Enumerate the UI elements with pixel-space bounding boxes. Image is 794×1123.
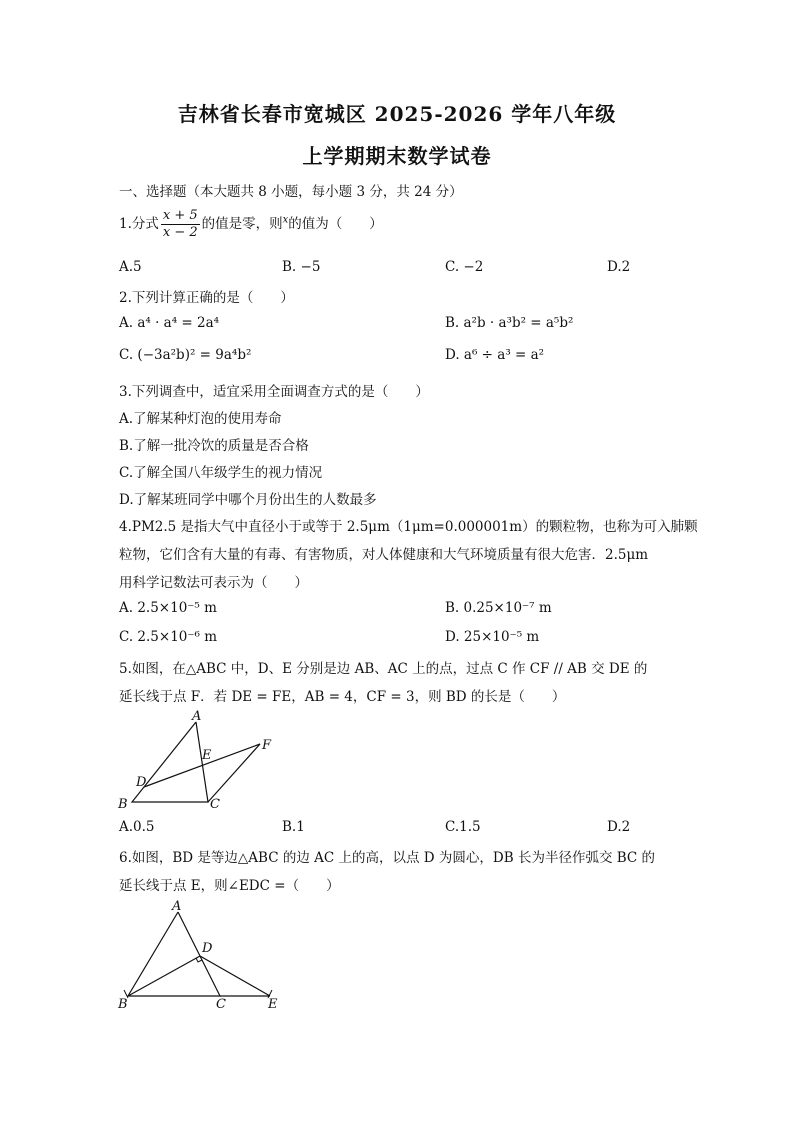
q5-label-a: A	[192, 709, 202, 724]
q5-label-b: B	[118, 797, 128, 812]
question-4-line3: 用科学记数法可表示为（ ）	[119, 575, 308, 591]
q5-label-c: C	[210, 797, 220, 812]
q5-option-a: A.0.5	[119, 819, 155, 835]
q1-option-a: A.5	[119, 259, 142, 275]
q1-fraction	[161, 208, 200, 241]
q6-label-d: D	[202, 941, 213, 956]
q1-option-c: C. −2	[445, 259, 484, 275]
q3-option-b: B.了解一批冷饮的质量是否合格	[119, 438, 309, 454]
q1-numerator: x + 5	[162, 208, 198, 223]
q1-denominator: x − 2	[162, 225, 198, 240]
q6-altitude-bd	[128, 956, 200, 996]
question-4-line2: 粒物，它们含有大量的有毒、有害物质，对人体健康和大气环境质量有很大危害．2.5μm	[119, 547, 649, 563]
q6-label-a: A	[172, 899, 182, 914]
q4-option-c: C. 2.5×10⁻⁶ m	[119, 629, 218, 645]
q5-label-e: E	[202, 748, 212, 763]
q3-option-c: C.了解全国八年级学生的视力情况	[119, 465, 323, 481]
q4-option-d: D. 25×10⁻⁵ m	[445, 629, 540, 645]
q3-option-d: D.了解某班同学中哪个月份出生的人数最多	[119, 492, 377, 508]
q1-var: x	[282, 214, 289, 226]
q5-option-b: B.1	[282, 819, 305, 835]
question-5-line2: 延长线于点 F．若 DE = FE，AB = 4，CF = 3，则 BD 的长是（ ）	[119, 689, 566, 705]
section-heading-choice: 一、选择题（本大题共 8 小题，每小题 3 分，共 24 分）	[119, 184, 463, 200]
q5-option-d: D.2	[607, 819, 631, 835]
question-6-line2: 延长线于点 E，则∠EDC =（ ）	[119, 878, 340, 894]
question-1-stem	[119, 208, 383, 241]
question-4-line1: 4.PM2.5 是指大气中直径小于或等于 2.5μm（1μm=0.000001m）的颗粒物，也称为可入肺颗	[119, 519, 698, 535]
q5-label-f: F	[262, 738, 272, 753]
q1-suffix-a: 的值是零，则	[201, 216, 283, 232]
q6-label-c: C	[216, 997, 226, 1012]
q5-figure	[112, 708, 282, 814]
question-5-line1: 5.如图，在△ABC 中，D、E 分别是边 AB、AC 上的点，过点 C 作 CF // AB 交 DE 的	[119, 661, 648, 677]
q6-figure	[112, 898, 292, 1016]
q1-option-b: B. −5	[282, 259, 321, 275]
question-3-stem: 3.下列调查中，适宜采用全面调查方式的是（ ）	[119, 384, 429, 400]
q5-option-c: C.1.5	[445, 819, 481, 835]
q6-label-b: B	[118, 997, 128, 1012]
q6-label-e: E	[268, 997, 278, 1012]
question-2-stem: 2.下列计算正确的是（ ）	[119, 290, 294, 306]
q1-suffix-b: 的值为（ ）	[288, 216, 383, 232]
q4-option-a: A. 2.5×10⁻⁵ m	[119, 600, 217, 616]
exam-title-line1: 吉林省长春市宽城区 2025-2026 学年八年级	[177, 102, 617, 126]
q4-option-b: B. 0.25×10⁻⁷ m	[445, 600, 552, 616]
q5-triangle	[132, 722, 208, 802]
question-6-line1: 6.如图，BD 是等边△ABC 的边 AC 上的高，以点 D 为圆心，DB 长为半径作弧交 BC 的	[119, 850, 656, 866]
q2-option-d: D. a⁶ ÷ a³ = a²	[445, 347, 545, 363]
q2-option-a: A. a⁴ · a⁴ = 2a⁴	[119, 315, 220, 331]
exam-title-line2: 上学期期末数学试卷	[302, 144, 492, 168]
q5-label-d: D	[136, 775, 147, 790]
q2-option-c: C. (−3a²b)² = 9a⁴b²	[119, 347, 252, 363]
q5-segment-cf	[208, 744, 260, 802]
q2-option-b: B. a²b · a³b² = a⁵b²	[445, 315, 574, 331]
q3-option-a: A.了解某种灯泡的使用寿命	[119, 411, 282, 427]
q1-option-d: D.2	[607, 259, 631, 275]
q1-prefix: 1.分式	[119, 216, 159, 232]
